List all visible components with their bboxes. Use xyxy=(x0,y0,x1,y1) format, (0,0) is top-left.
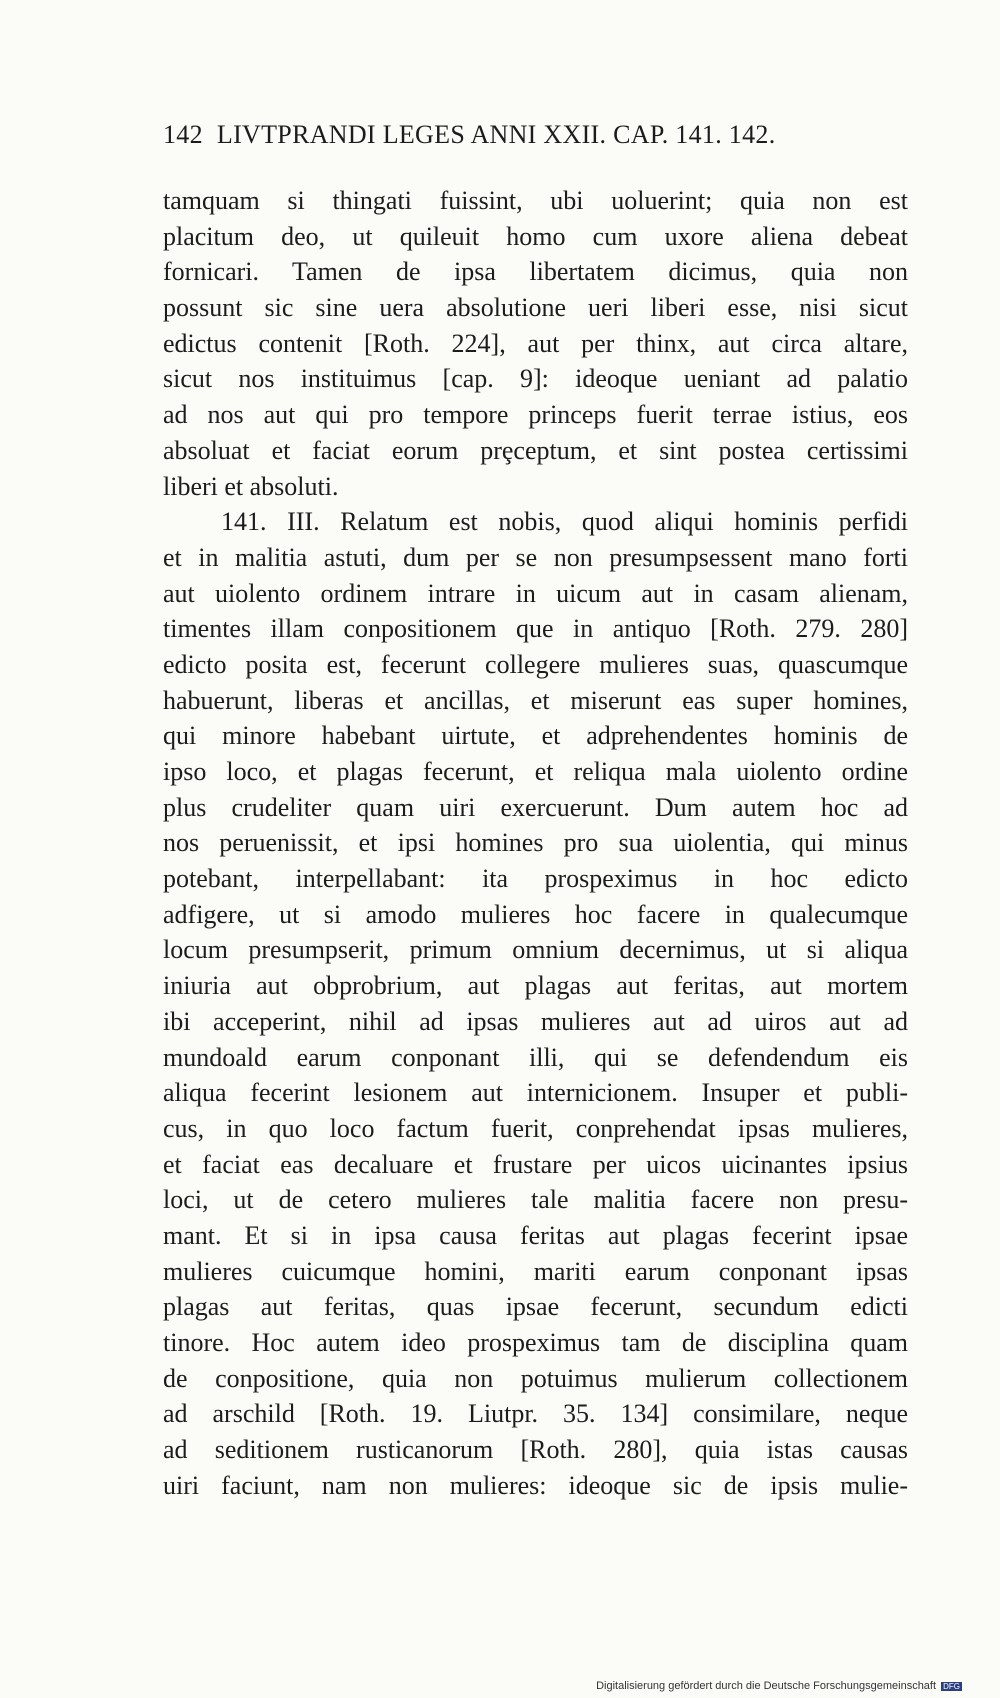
text-line: mant. Et si in ipsa causa feritas aut plagas fecerint ipsae xyxy=(163,1220,908,1250)
text-line: et in malitia astuti, dum per se non presumpsessent mano forti xyxy=(163,542,908,572)
text-line: tinore. Hoc autem ideo prospeximus tam de disciplina quam xyxy=(163,1328,908,1357)
chapter-heading-line: 141. III. Relatum est nobis, quod aliqui hominis perfidi xyxy=(221,507,908,537)
body-text xyxy=(163,183,908,1503)
digitization-credit xyxy=(596,1680,962,1692)
text-line: timentes illam conpositionem que in antiquo [Roth. 279. 280] xyxy=(163,614,908,644)
text-line: ibi acceperint, nihil ad ipsas mulieres aut ad uiros aut ad xyxy=(163,1006,908,1036)
text-line: aliqua fecerint lesionem aut internicionem. Insuper et publi- xyxy=(163,1078,908,1108)
text-line: edicto posita est, fecerunt collegere mulieres suas, quascumque xyxy=(163,649,908,679)
text-line: locum presumpserit, primum omnium decernimus, ut si aliqua xyxy=(163,935,908,965)
text-line: cus, in quo loco factum fuerit, conprehendat ipsas mulieres, xyxy=(163,1113,908,1143)
text-line: et faciat eas decaluare et frustare per uicos uicinantes ipsius xyxy=(163,1149,908,1179)
text-line: plagas aut feritas, quas ipsae fecerunt, secundum edicti xyxy=(163,1292,908,1322)
text-line: iniuria aut obprobrium, aut plagas aut feritas, aut mortem xyxy=(163,971,908,1001)
text-line: plus crudeliter quam uiri exercuerunt. Dum autem hoc ad xyxy=(163,792,908,822)
text-line: aut uiolento ordinem intrare in uicum aut in casam alienam, xyxy=(163,578,908,608)
text-line: ad arschild [Roth. 19. Liutpr. 35. 134] consimilare, neque xyxy=(163,1399,908,1429)
page-number: 142 xyxy=(163,120,203,149)
text-line: ipso loco, et plagas fecerunt, et reliqua mala uiolento ordine xyxy=(163,757,908,786)
text-line: potebant, interpellabant: ita prospeximus in hoc edicto xyxy=(163,864,908,894)
text-line: qui minore habebant uirtute, et adprehendentes hominis de xyxy=(163,721,908,751)
running-title: LIVTPRANDI LEGES ANNI XXII. CAP. 141. 142. xyxy=(216,120,776,149)
running-header xyxy=(163,120,908,150)
text-line: ad nos aut qui pro tempore princeps fuerit terrae istius, eos xyxy=(163,400,908,430)
credit-text: Digitalisierung gefördert durch die Deutsche Forschungsgemeinschaft xyxy=(596,1680,937,1692)
text-line: adfigere, ut si amodo mulieres hoc facere in qualecumque xyxy=(163,899,908,929)
text-line: nos peruenissit, et ipsi homines pro sua uiolentia, qui minus xyxy=(163,828,908,858)
text-line: habuerunt, liberas et ancillas, et miserunt eas super homines, xyxy=(163,685,908,715)
text-line: ad seditionem rusticanorum [Roth. 280], quia istas causas xyxy=(163,1435,908,1465)
text-line: mundoald earum conponant illi, qui se defendendum eis xyxy=(163,1042,908,1072)
text-line: uiri faciunt, nam non mulieres: ideoque sic de ipsis mulie- xyxy=(163,1470,908,1500)
text-line: edictus contenit [Roth. 224], aut per thinx, aut circa altare, xyxy=(163,328,908,358)
dfg-logo-icon: DFG xyxy=(943,1681,960,1691)
text-line: tamquam si thingati fuissint, ubi uoluerint; quia non est xyxy=(163,186,908,215)
text-line: liberi et absoluti. xyxy=(163,471,339,501)
text-line: mulieres cuicumque homini, mariti earum conponant ipsas xyxy=(163,1256,908,1286)
text-line: absoluat et faciat eorum prȩceptum, et sint postea certissimi xyxy=(163,435,908,465)
text-line: possunt sic sine uera absolutione ueri liberi esse, nisi sicut xyxy=(163,293,908,323)
text-line: placitum deo, ut quileuit homo cum uxore aliena debeat xyxy=(163,221,908,251)
text-line: sicut nos instituimus [cap. 9]: ideoque ueniant ad palatio xyxy=(163,364,908,394)
text-line: loci, ut de cetero mulieres tale malitia facere non presu- xyxy=(163,1185,908,1215)
text-line: de conpositione, quia non potuimus mulierum collectionem xyxy=(163,1363,908,1393)
text-line: fornicari. Tamen de ipsa libertatem dicimus, quia non xyxy=(163,257,908,287)
